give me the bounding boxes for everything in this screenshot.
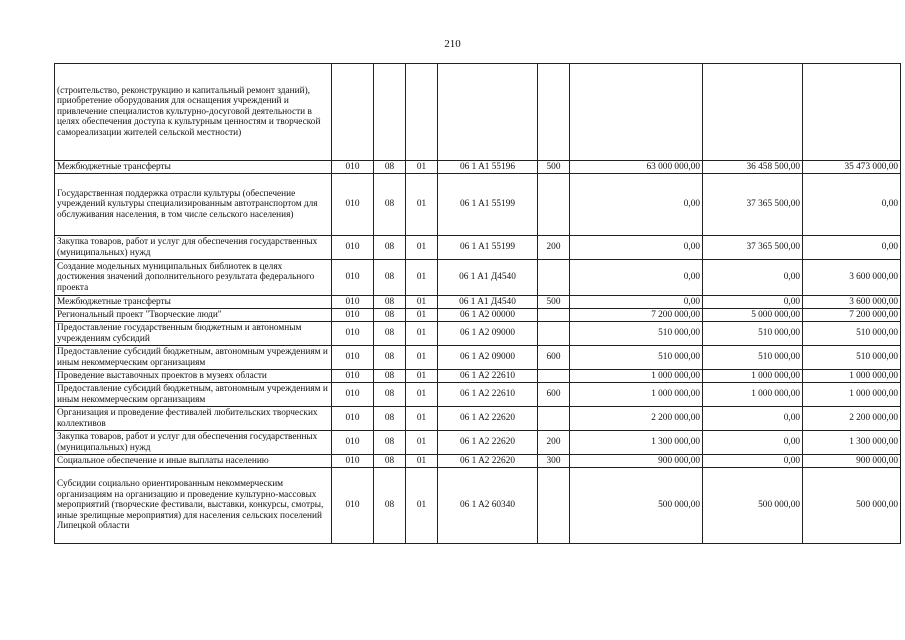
row-pr: 01: [406, 346, 438, 370]
row-sum-3: 1 000 000,00: [803, 383, 901, 407]
row-sum-1: 1 300 000,00: [570, 431, 703, 455]
row-name: Субсидии социально ориентированным некоммерческим организациям на организацию и проведение культурно-массовых мероприятий (творческие фестивали, выставки, конкурсы, смотры, иные зрелищные мероприятия) для населения сельских поселений Липецкой области: [55, 468, 332, 544]
row-sum-1: 1 000 000,00: [570, 370, 703, 383]
row-gr: 010: [332, 260, 374, 296]
row-rz: 08: [374, 455, 406, 468]
row-sum-1: 0,00: [570, 236, 703, 260]
row-csr: 06 1 A2 09000: [438, 322, 538, 346]
row-name: Организация и проведение фестивалей любительских творческих коллективов: [55, 407, 332, 431]
table-row: [55, 370, 901, 383]
row-csr: 06 1 A1 Д4540: [438, 296, 538, 309]
row-sum-1: 0,00: [570, 296, 703, 309]
row-gr: 010: [332, 370, 374, 383]
row-name: Предоставление субсидий бюджетным, автономным учреждениям и иным некоммерческим организациям: [55, 346, 332, 370]
row-sum-3: 510 000,00: [803, 322, 901, 346]
budget-table: [54, 63, 901, 544]
row-csr: 06 1 A2 09000: [438, 346, 538, 370]
table-row: [55, 236, 901, 260]
row-vr: [538, 468, 570, 544]
row-rz: 08: [374, 309, 406, 322]
row-name: Социальное обеспечение и иные выплаты населению: [55, 455, 332, 468]
row-gr: 010: [332, 236, 374, 260]
table-row: [55, 383, 901, 407]
row-name: Проведение выставочных проектов в музеях области: [55, 370, 332, 383]
row-csr: 06 1 A2 22610: [438, 370, 538, 383]
row-sum-3: 510 000,00: [803, 346, 901, 370]
row-rz: 08: [374, 322, 406, 346]
row-rz: 08: [374, 468, 406, 544]
row-name: (строительство, реконструкцию и капитальный ремонт зданий), приобретение оборудования для оснащения учреждений и привлечение специалистов культурно-досуговой деятельности в целях обеспечения доступа к культурным ценностям и творческой самореализации жителей сельской местности): [55, 64, 332, 161]
row-sum-3: 7 200 000,00: [803, 309, 901, 322]
table-row: [55, 64, 901, 161]
table-row: [55, 260, 901, 296]
row-rz: 08: [374, 296, 406, 309]
row-csr: 06 1 A2 22610: [438, 383, 538, 407]
row-gr: 010: [332, 346, 374, 370]
row-sum-2: 1 000 000,00: [703, 383, 803, 407]
row-sum-3: 0,00: [803, 236, 901, 260]
row-csr: 06 1 A1 Д4540: [438, 260, 538, 296]
row-name: Региональный проект "Творческие люди": [55, 309, 332, 322]
row-csr: 06 1 A2 22620: [438, 455, 538, 468]
row-sum-3: 1 000 000,00: [803, 370, 901, 383]
row-sum-3: 35 473 000,00: [803, 161, 901, 174]
row-sum-2: 500 000,00: [703, 468, 803, 544]
table-row: [55, 468, 901, 544]
row-gr: 010: [332, 161, 374, 174]
row-pr: 01: [406, 383, 438, 407]
table-row: [55, 161, 901, 174]
row-vr: [538, 309, 570, 322]
row-vr: [538, 322, 570, 346]
row-sum-2: 0,00: [703, 260, 803, 296]
row-rz: [374, 64, 406, 161]
table-row: [55, 322, 901, 346]
row-rz: 08: [374, 370, 406, 383]
row-csr: [438, 64, 538, 161]
row-pr: 01: [406, 260, 438, 296]
row-pr: 01: [406, 174, 438, 236]
row-vr: [538, 407, 570, 431]
row-name: Государственная поддержка отрасли культуры (обеспечение учреждений культуры специализированным автотранспортом для обслуживания населения, в том числе сельского населения): [55, 174, 332, 236]
row-vr: 500: [538, 296, 570, 309]
row-name: Закупка товаров, работ и услуг для обеспечения государственных (муниципальных) нужд: [55, 431, 332, 455]
row-sum-2: 510 000,00: [703, 346, 803, 370]
row-sum-3: 2 200 000,00: [803, 407, 901, 431]
row-csr: 06 1 A2 22620: [438, 407, 538, 431]
row-csr: 06 1 A2 60340: [438, 468, 538, 544]
row-csr: 06 1 A2 00000: [438, 309, 538, 322]
row-name: Создание модельных муниципальных библиотек в целях достижения значений дополнительного результата федерального проекта: [55, 260, 332, 296]
row-vr: [538, 174, 570, 236]
row-vr: 300: [538, 455, 570, 468]
row-sum-2: 37 365 500,00: [703, 174, 803, 236]
row-gr: 010: [332, 455, 374, 468]
row-rz: 08: [374, 383, 406, 407]
row-sum-1: 0,00: [570, 260, 703, 296]
table-row: [55, 346, 901, 370]
row-name: Закупка товаров, работ и услуг для обеспечения государственных (муниципальных) нужд: [55, 236, 332, 260]
row-vr: [538, 64, 570, 161]
row-csr: 06 1 A1 55196: [438, 161, 538, 174]
row-vr: 200: [538, 431, 570, 455]
row-pr: 01: [406, 236, 438, 260]
row-rz: 08: [374, 346, 406, 370]
row-gr: 010: [332, 468, 374, 544]
row-vr: 500: [538, 161, 570, 174]
row-sum-1: [570, 64, 703, 161]
row-name: Межбюджетные трансферты: [55, 161, 332, 174]
row-sum-1: 0,00: [570, 174, 703, 236]
row-sum-1: 900 000,00: [570, 455, 703, 468]
row-sum-3: 1 300 000,00: [803, 431, 901, 455]
row-sum-3: 900 000,00: [803, 455, 901, 468]
row-sum-2: 0,00: [703, 296, 803, 309]
row-sum-1: 510 000,00: [570, 346, 703, 370]
row-vr: 600: [538, 383, 570, 407]
row-pr: 01: [406, 431, 438, 455]
row-pr: [406, 64, 438, 161]
row-sum-3: [803, 64, 901, 161]
row-sum-1: 1 000 000,00: [570, 383, 703, 407]
row-rz: 08: [374, 161, 406, 174]
row-sum-3: 3 600 000,00: [803, 260, 901, 296]
table-row: [55, 296, 901, 309]
table-row: [55, 309, 901, 322]
row-vr: [538, 260, 570, 296]
row-sum-2: 0,00: [703, 407, 803, 431]
row-rz: 08: [374, 236, 406, 260]
row-sum-3: 0,00: [803, 174, 901, 236]
row-sum-3: 3 600 000,00: [803, 296, 901, 309]
row-sum-2: 0,00: [703, 455, 803, 468]
row-sum-2: 510 000,00: [703, 322, 803, 346]
row-rz: 08: [374, 431, 406, 455]
row-sum-2: 37 365 500,00: [703, 236, 803, 260]
row-pr: 01: [406, 455, 438, 468]
row-pr: 01: [406, 468, 438, 544]
row-csr: 06 1 A2 22620: [438, 431, 538, 455]
row-sum-1: 510 000,00: [570, 322, 703, 346]
table-row: [55, 174, 901, 236]
row-sum-2: 36 458 500,00: [703, 161, 803, 174]
row-pr: 01: [406, 296, 438, 309]
row-name: Предоставление государственным бюджетным и автономным учреждениям субсидий: [55, 322, 332, 346]
row-sum-1: 63 000 000,00: [570, 161, 703, 174]
row-sum-1: 2 200 000,00: [570, 407, 703, 431]
row-sum-3: 500 000,00: [803, 468, 901, 544]
table-row: [55, 431, 901, 455]
row-rz: 08: [374, 260, 406, 296]
row-pr: 01: [406, 322, 438, 346]
row-vr: [538, 370, 570, 383]
row-pr: 01: [406, 407, 438, 431]
row-gr: 010: [332, 296, 374, 309]
row-name: Предоставление субсидий бюджетным, автономным учреждениям и иным некоммерческим организациям: [55, 383, 332, 407]
row-sum-1: 7 200 000,00: [570, 309, 703, 322]
row-gr: 010: [332, 383, 374, 407]
row-rz: 08: [374, 407, 406, 431]
table-body: [55, 64, 901, 544]
table-row: [55, 455, 901, 468]
row-sum-2: [703, 64, 803, 161]
row-gr: 010: [332, 322, 374, 346]
row-sum-2: 0,00: [703, 431, 803, 455]
row-pr: 01: [406, 309, 438, 322]
table-row: [55, 407, 901, 431]
page-number: 210: [444, 38, 461, 50]
row-csr: 06 1 A1 55199: [438, 174, 538, 236]
row-pr: 01: [406, 370, 438, 383]
row-vr: 600: [538, 346, 570, 370]
row-gr: 010: [332, 174, 374, 236]
row-csr: 06 1 A1 55199: [438, 236, 538, 260]
row-vr: 200: [538, 236, 570, 260]
row-sum-2: 5 000 000,00: [703, 309, 803, 322]
row-sum-2: 1 000 000,00: [703, 370, 803, 383]
row-rz: 08: [374, 174, 406, 236]
row-pr: 01: [406, 161, 438, 174]
row-gr: 010: [332, 407, 374, 431]
row-sum-1: 500 000,00: [570, 468, 703, 544]
row-gr: 010: [332, 431, 374, 455]
row-gr: [332, 64, 374, 161]
row-name: Межбюджетные трансферты: [55, 296, 332, 309]
row-gr: 010: [332, 309, 374, 322]
